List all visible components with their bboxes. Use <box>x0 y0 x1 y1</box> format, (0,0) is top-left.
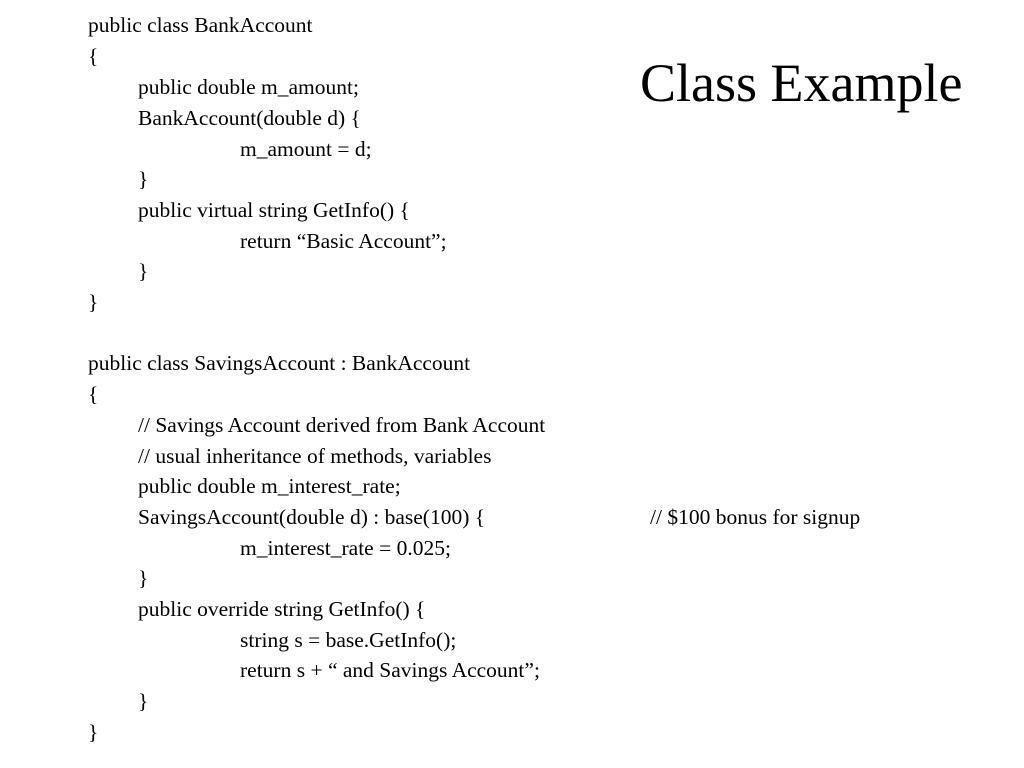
code-line: } <box>88 290 99 314</box>
slide-title: Class Example <box>640 53 963 113</box>
code-line: string s = base.GetInfo(); <box>240 628 457 652</box>
code-line: public double m_amount; <box>138 75 359 99</box>
code-line: public double m_interest_rate; <box>138 474 401 498</box>
code-line: } <box>138 566 149 590</box>
code-line: m_amount = d; <box>240 137 372 161</box>
code-line: } <box>138 167 149 191</box>
inline-comment: // $100 bonus for signup <box>650 505 861 529</box>
code-line: m_interest_rate = 0.025; <box>240 536 451 560</box>
code-line: public override string GetInfo() { <box>138 597 426 621</box>
code-line: } <box>88 720 99 744</box>
code-line: public virtual string GetInfo() { <box>138 198 410 222</box>
code-comment-line: // usual inheritance of methods, variables <box>138 444 492 468</box>
code-line: } <box>138 259 149 283</box>
code-line: public class BankAccount <box>88 13 313 37</box>
code-line: BankAccount(double d) { <box>138 106 361 130</box>
code-line: public class SavingsAccount : BankAccount <box>88 351 471 375</box>
code-line: { <box>88 382 99 406</box>
code-comment-line: // Savings Account derived from Bank Account <box>138 413 546 437</box>
code-line: return “Basic Account”; <box>240 229 447 253</box>
code-line: return s + “ and Savings Account”; <box>240 658 540 682</box>
code-line: SavingsAccount(double d) : base(100) { <box>138 505 486 529</box>
code-line: } <box>138 689 149 713</box>
code-line: { <box>88 44 99 68</box>
